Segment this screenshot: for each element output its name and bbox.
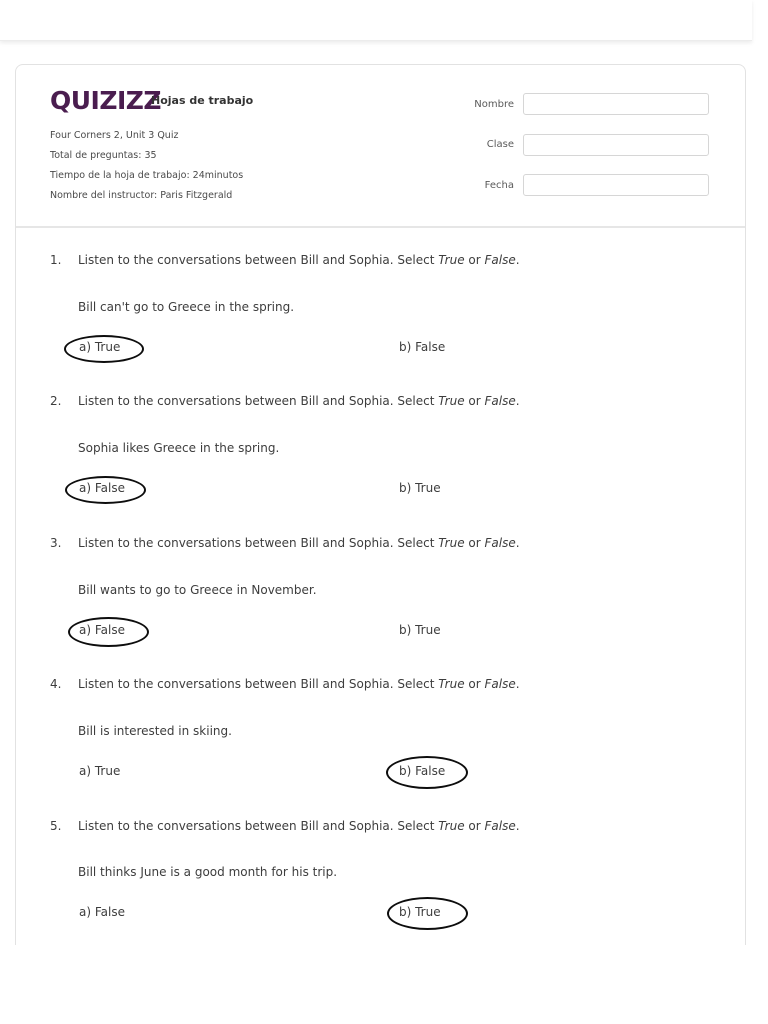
prompt-text: Listen to the conversations between Bill and Sophia. Select xyxy=(78,536,439,550)
prompt-true: True xyxy=(438,253,465,267)
question-number: 3. xyxy=(50,536,62,550)
prompt-end: . xyxy=(515,394,520,408)
top-bar xyxy=(0,0,752,41)
prompt-false: False xyxy=(484,536,516,550)
question-prompt xyxy=(78,394,520,408)
prompt-true: True xyxy=(438,677,465,691)
instructor-name: Nombre del instructor: Paris Fitzgerald xyxy=(50,190,233,201)
option-a[interactable]: a) False xyxy=(79,623,125,637)
prompt-text: Listen to the conversations between Bill and Sophia. Select xyxy=(78,677,439,691)
answer-circle-mark xyxy=(387,897,468,930)
prompt-end: . xyxy=(515,536,520,550)
worksheet-header xyxy=(16,65,745,228)
question-prompt xyxy=(78,819,520,833)
prompt-or: or xyxy=(464,819,485,833)
question-number: 5. xyxy=(50,819,62,833)
answer-circle-mark xyxy=(68,617,149,647)
prompt-text: Listen to the conversations between Bill and Sophia. Select xyxy=(78,394,439,408)
nombre-input[interactable] xyxy=(523,93,709,115)
prompt-end: . xyxy=(515,677,520,691)
question-statement: Bill is interested in skiing. xyxy=(78,724,232,738)
prompt-false: False xyxy=(484,677,516,691)
prompt-false: False xyxy=(484,253,516,267)
option-a[interactable]: a) True xyxy=(79,340,121,354)
quiz-title: Four Corners 2, Unit 3 Quiz xyxy=(50,130,179,141)
option-a[interactable]: a) False xyxy=(79,481,125,495)
question-statement: Sophia likes Greece in the spring. xyxy=(78,441,280,455)
fecha-label: Fecha xyxy=(484,180,514,191)
prompt-false: False xyxy=(484,819,516,833)
prompt-or: or xyxy=(464,394,485,408)
prompt-or: or xyxy=(464,253,485,267)
prompt-true: True xyxy=(438,394,465,408)
prompt-or: or xyxy=(464,677,485,691)
question-statement: Bill thinks June is a good month for his trip. xyxy=(78,865,338,879)
prompt-text: Listen to the conversations between Bill and Sophia. Select xyxy=(78,253,439,267)
prompt-or: or xyxy=(464,536,485,550)
option-b[interactable]: b) True xyxy=(399,623,441,637)
quizizz-logo: QUIZIZZ xyxy=(50,86,162,115)
option-b[interactable]: b) True xyxy=(399,905,441,919)
question-number: 4. xyxy=(50,677,62,691)
question-prompt xyxy=(78,536,520,550)
nombre-label: Nombre xyxy=(474,99,514,110)
option-b[interactable]: b) False xyxy=(399,764,446,778)
question-number: 1. xyxy=(50,253,62,267)
prompt-true: True xyxy=(438,536,465,550)
prompt-true: True xyxy=(438,819,465,833)
option-a[interactable]: a) False xyxy=(79,905,125,919)
question-statement: Bill wants to go to Greece in November. xyxy=(78,583,317,597)
option-a[interactable]: a) True xyxy=(79,764,121,778)
prompt-false: False xyxy=(484,394,516,408)
option-b[interactable]: b) True xyxy=(399,481,441,495)
answer-circle-mark xyxy=(386,756,468,789)
answer-circle-mark xyxy=(65,476,146,504)
option-b[interactable]: b) False xyxy=(399,340,446,354)
worksheet xyxy=(15,64,746,945)
prompt-text: Listen to the conversations between Bill and Sophia. Select xyxy=(78,819,439,833)
question-prompt xyxy=(78,677,520,691)
fecha-input[interactable] xyxy=(523,174,709,196)
answer-circle-mark xyxy=(64,335,144,363)
prompt-end: . xyxy=(515,253,520,267)
total-questions: Total de preguntas: 35 xyxy=(50,150,157,161)
question-prompt xyxy=(78,253,520,267)
prompt-end: . xyxy=(515,819,520,833)
clase-label: Clase xyxy=(486,139,514,150)
worksheet-type-label: Hojas de trabajo xyxy=(151,94,254,107)
question-statement: Bill can't go to Greece in the spring. xyxy=(78,300,295,314)
clase-input[interactable] xyxy=(523,134,709,156)
question-number: 2. xyxy=(50,394,62,408)
worksheet-time: Tiempo de la hoja de trabajo: 24minutos xyxy=(50,170,244,181)
